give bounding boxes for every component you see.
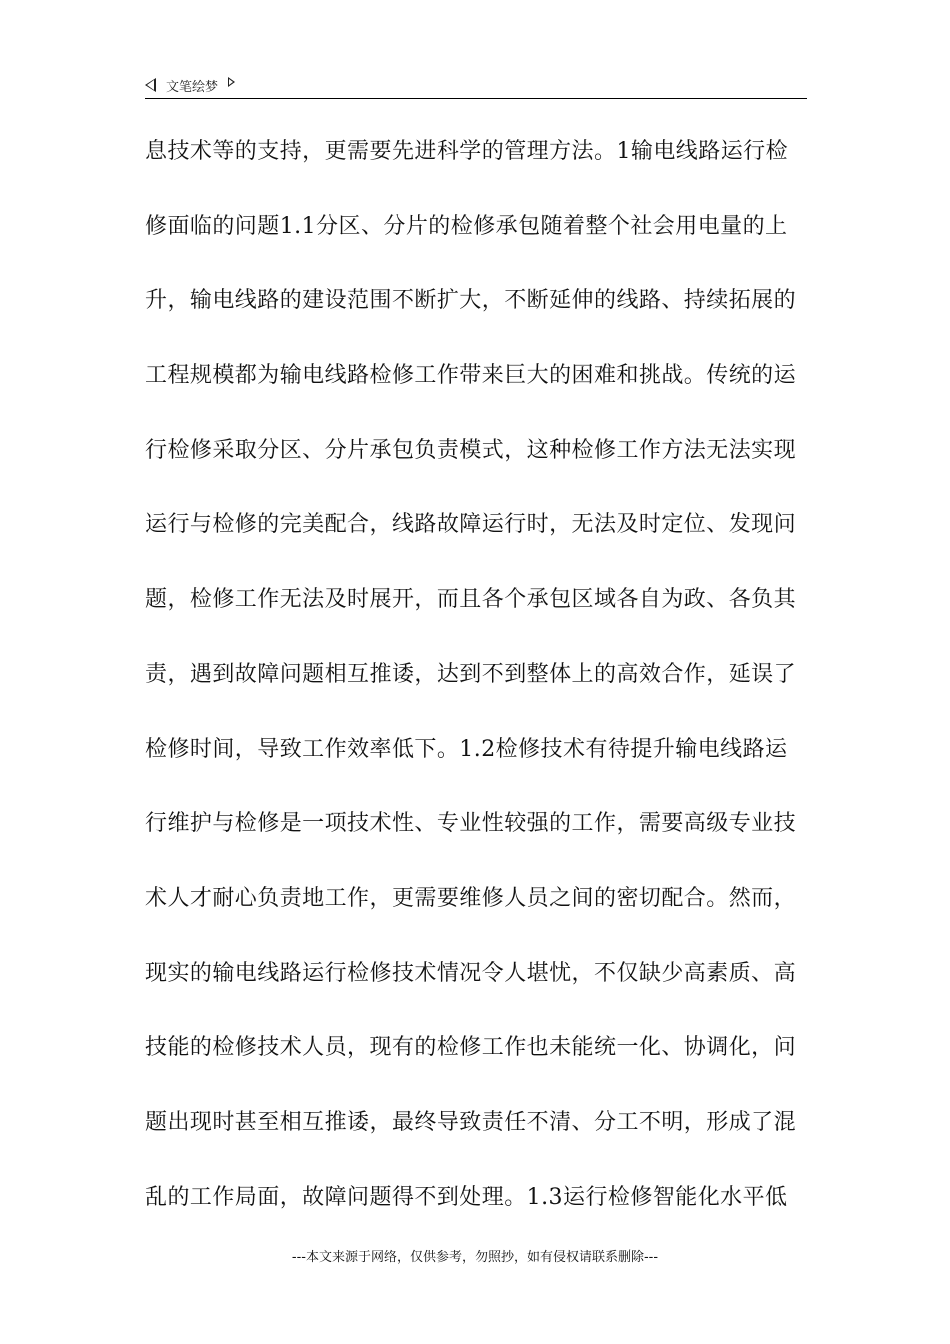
body-line: 升，输电线路的建设范围不断扩大，不断延伸的线路、持续拓展的 [145,288,797,314]
body-line: 行检修采取分区、分片承包负责模式，这种检修工作方法无法实现 [145,437,797,463]
header-title: 文笔绘梦 [166,79,219,95]
body-line: 责，遇到故障问题相互推诿，达到不到整体上的高效合作，延误了 [145,661,797,687]
body-line: 工程规模都为输电线路检修工作带来巨大的困难和挑战。传统的运 [145,363,797,389]
body-line: 行维护与检修是一项技术性、专业性较强的工作，需要高级专业技 [145,811,797,837]
document-body [145,128,810,1248]
right-triangle-icon [228,77,235,87]
body-line: 现实的输电线路运行检修技术情况令人堪忧，不仅缺少高素质、高 [145,960,797,986]
page-footer: ---本文来源于网络，仅供参考，勿照抄，如有侵权请联系删除--- [291,1250,659,1265]
body-line: 题，检修工作无法及时展开，而且各个承包区域各自为政、各负其 [145,587,797,613]
body-line: 修面临的问题1.1分区、分片的检修承包随着整个社会用电量的上 [145,213,788,239]
body-line: 运行与检修的完美配合，线路故障运行时，无法及时定位、发现问 [145,512,797,538]
body-line: 题出现时甚至相互推诿，最终导致责任不清、分工不明，形成了混 [145,1109,797,1135]
body-line: 息技术等的支持，更需要先进科学的管理方法。1输电线路运行检 [145,139,789,164]
left-triangle-icon [145,78,156,92]
page-header [145,72,807,99]
body-line: 技能的检修技术人员，现有的检修工作也未能统一化、协调化，问 [145,1035,797,1061]
body-line: 乱的工作局面，故障问题得不到处理。1.3运行检修智能化水平低 [145,1184,788,1210]
body-line: 术人才耐心负责地工作，更需要维修人员之间的密切配合。然而， [145,885,797,911]
body-line: 检修时间，导致工作效率低下。1.2检修技术有待提升输电线路运 [145,736,788,762]
